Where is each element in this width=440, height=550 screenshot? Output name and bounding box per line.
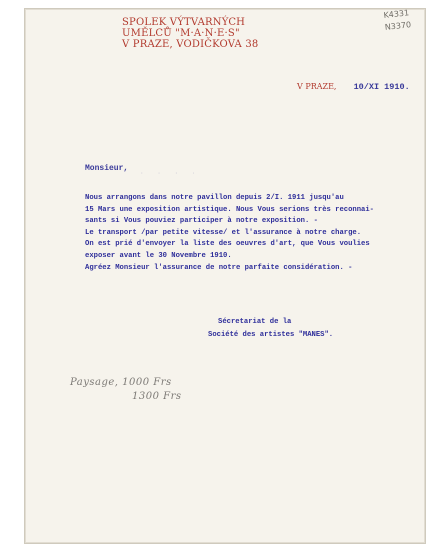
body-line: On est prié d'envoyer la liste des oeuvres d'art, que Vous voulies [85, 240, 370, 249]
signature-block [208, 316, 333, 342]
body-line: Nous arrangons dans notre pavillon depuis 2/I. 1911 jusqu'au [85, 194, 344, 202]
body-line: exposer avant le 30 Novembre 1910. [85, 251, 232, 260]
pencil-line-1: Paysage, 1000 Frs [70, 377, 172, 388]
dateline [297, 82, 410, 92]
archive-number-2: N3370 [384, 20, 412, 32]
letterhead-line-3: V PRAZE, VODIČKOVA 38 [122, 39, 259, 50]
body-line: 15 Mars une exposition artistique. Nous Vous serions très reconnai- [85, 205, 374, 214]
body-line: Agréez Monsieur l'assurance de notre parfaite considération. - [85, 263, 353, 272]
faint-stamp-marks: · · · · [140, 170, 201, 177]
letterhead [122, 17, 322, 50]
dateline-date: 10/XI 1910. [353, 82, 410, 92]
pencil-annotation [70, 376, 181, 404]
signature-line-2: Société des artistes "MANES". [208, 331, 334, 339]
archive-numbers [383, 5, 429, 33]
dateline-place: V PRAZE, [297, 82, 337, 91]
body-line: sants si Vous pouviez participer à notre exposition. - [85, 217, 318, 226]
archive-number-1: K4331 [383, 8, 410, 20]
salutation: Monsieur, [85, 164, 129, 173]
letterhead-line-1: SPOLEK VÝTVARNÝCH [122, 17, 246, 28]
pencil-line-2: 1300 Frs [132, 391, 182, 402]
body-line: Le transport /par petite vitesse/ et l'assurance à notre charge. [85, 228, 362, 237]
letter-body [85, 193, 415, 274]
signature-line-1: Sécretariat de la [218, 318, 292, 326]
letterhead-line-2: UMĚLCŮ "M·A·N·E·S" [122, 28, 240, 39]
